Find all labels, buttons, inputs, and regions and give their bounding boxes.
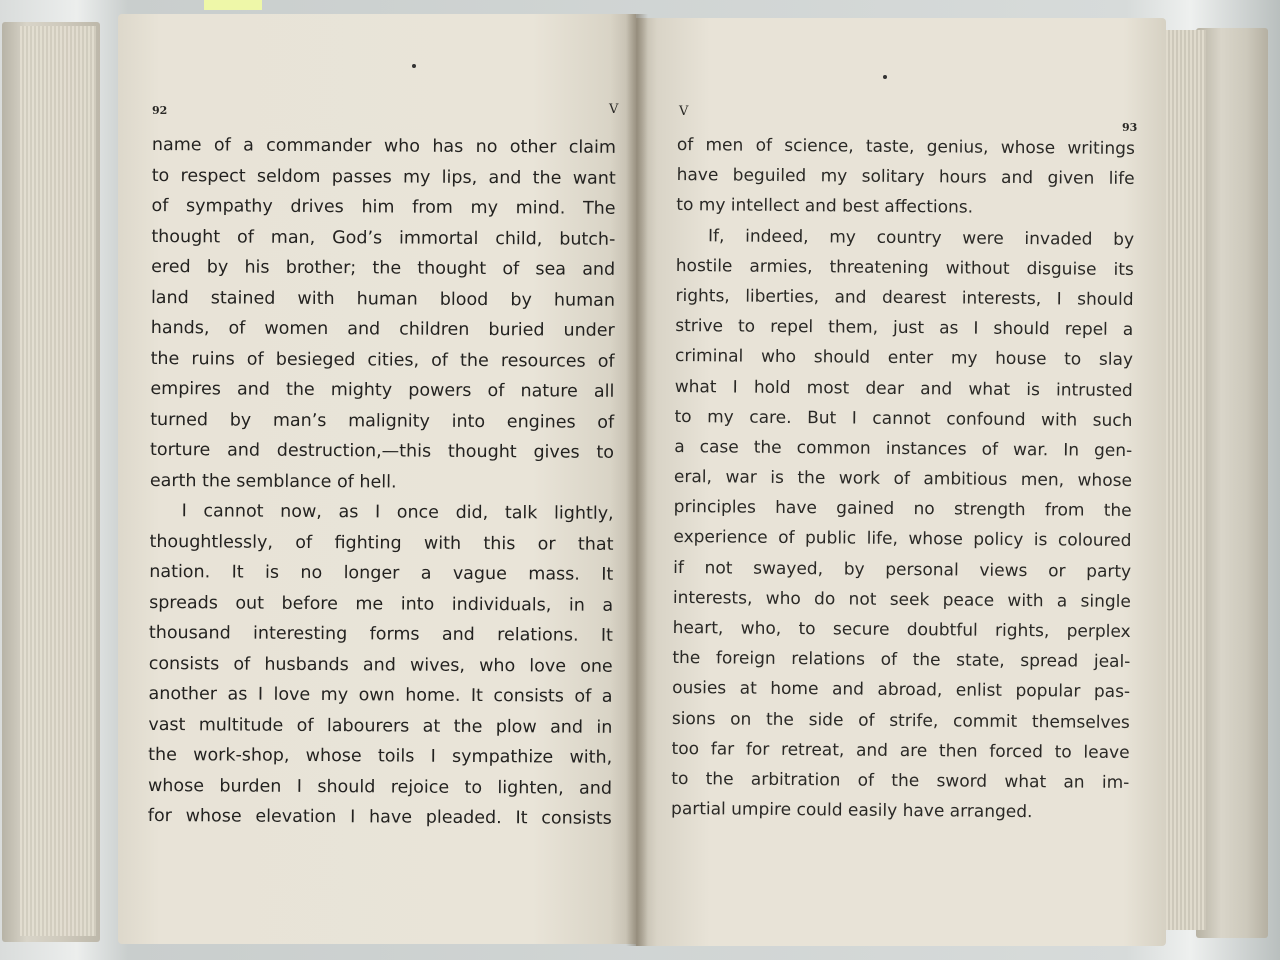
text-line: eral, war is the work of ambitious men, whose	[673, 467, 1133, 492]
text-line: sions on the side of strife, commit themselves	[671, 708, 1130, 733]
text-line: a case the common instances of war. In gen-	[674, 436, 1133, 461]
text-line: ousies at home and abroad, enlist popular pas-	[672, 678, 1131, 703]
text-line: ered by his brother; the thought of sea and	[151, 256, 616, 280]
text-line: thousand interesting forms and relations. It	[148, 622, 613, 646]
text-line: torture and destruction,—this thought gives to	[149, 439, 615, 463]
text-line: I cannot now, as I once did, talk lightly,	[181, 501, 614, 524]
text-line: the ruins of besieged cities, of the resources of	[150, 348, 615, 372]
text-line: If, indeed, my country were invaded by	[707, 225, 1135, 250]
text-line: spreads out before me into individuals, in a	[149, 592, 614, 616]
left-page-number: 92	[152, 104, 168, 117]
page-speck	[883, 75, 887, 79]
text-line: strive to repel them, just as I should repel a	[675, 316, 1134, 341]
book-gutter	[626, 14, 648, 946]
right-running-head: V	[679, 104, 689, 119]
page-stack-right	[1166, 30, 1206, 930]
text-line: another as I love my own home. It consists of a	[148, 683, 613, 707]
text-line: name of a commander who has no other claim	[151, 134, 616, 158]
text-line: too far for retreat, and are then forced to leave	[671, 738, 1130, 763]
left-running-head: V	[609, 102, 619, 117]
text-line: thoughtlessly, of fighting with this or that	[149, 531, 614, 555]
text-line: interests, who do not seek peace with a single	[672, 587, 1131, 612]
text-line: to the arbitration of the sword what an im-	[671, 768, 1130, 793]
text-line: earth the semblance of hell.	[149, 470, 397, 493]
text-line: vast multitude of labourers at the plow and in	[148, 714, 613, 738]
text-line: the foreign relations of the state, spread jeal-	[672, 648, 1131, 673]
left-page-text	[148, 130, 616, 834]
text-line: heart, who, to secure doubtful rights, perplex	[672, 617, 1131, 642]
text-line: partial umpire could easily have arranged.	[670, 799, 1033, 823]
text-line: to my care. But I cannot confound with such	[674, 406, 1133, 431]
text-line: the work-shop, whose toils I sympathize with,	[148, 744, 613, 768]
text-line: what I hold most dear and what is intrusted	[674, 376, 1133, 401]
text-line: empires and the mighty powers of nature all	[150, 378, 615, 402]
text-line: to my intellect and best affections.	[676, 195, 974, 218]
text-line: turned by man’s malignity into engines of	[150, 409, 615, 433]
text-line: of men of science, taste, genius, whose writings	[676, 134, 1135, 159]
text-line: consists of husbands and wives, who love one	[148, 653, 613, 677]
text-line: land stained with human blood by human	[150, 287, 616, 311]
text-line: thought of man, God’s immortal child, butch-	[151, 226, 616, 250]
text-line: have beguiled my solitary hours and given life	[676, 165, 1135, 190]
text-line: rights, liberties, and dearest interests, I should	[675, 285, 1134, 310]
text-line: to respect seldom passes my lips, and the want	[151, 165, 616, 189]
right-page-text	[671, 130, 1135, 828]
page-stack-left	[20, 26, 96, 936]
text-line: nation. It is no longer a vague mass. It	[149, 561, 614, 585]
text-line: for whose elevation I have pleaded. It consists	[147, 805, 612, 829]
sticky-note-tab	[204, 0, 262, 10]
text-line: hostile armies, threatening without disguise its	[675, 255, 1134, 280]
right-page-number: 93	[1122, 121, 1138, 134]
text-line: experience of public life, whose policy is coloured	[673, 527, 1132, 552]
text-line: criminal who should enter my house to slay	[674, 346, 1134, 371]
text-line: hands, of women and children buried under	[150, 317, 615, 341]
book-cover-right-edge	[1196, 28, 1268, 938]
text-line: of sympathy drives him from my mind. The	[151, 195, 616, 219]
text-line: principles have gained no strength from the	[673, 497, 1132, 522]
page-speck	[412, 64, 416, 68]
text-line: if not swayed, by personal views or party	[673, 557, 1132, 582]
text-line: whose burden I should rejoice to lighten, and	[147, 775, 613, 799]
